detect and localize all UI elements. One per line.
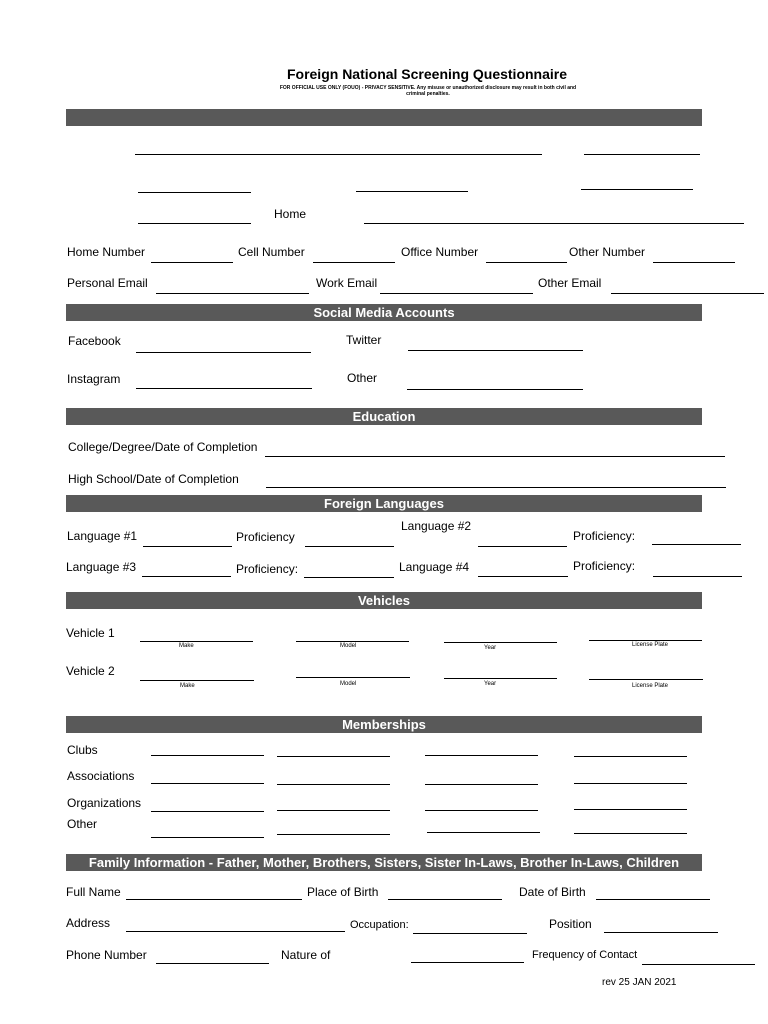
associations-field-2[interactable] <box>277 784 390 785</box>
high-school-label: High School/Date of Completion <box>68 472 239 486</box>
date-of-birth-label: Date of Birth <box>519 885 586 899</box>
home-number-label: Home Number <box>67 245 146 259</box>
facebook-field[interactable] <box>136 352 311 353</box>
revision-label: rev 25 JAN 2021 <box>602 977 677 988</box>
vehicle1-year-field[interactable] <box>444 642 557 643</box>
section-bar-education: Education <box>66 408 702 425</box>
twitter-field[interactable] <box>408 350 583 351</box>
home-number-field[interactable] <box>151 262 233 263</box>
occupation-label: Occupation: <box>350 919 409 931</box>
vehicle2-plate-caption: License Plate <box>632 683 669 689</box>
organizations-label: Organizations <box>67 796 142 810</box>
vehicle2-model-field[interactable] <box>296 677 410 678</box>
date-of-birth-field[interactable] <box>596 899 710 900</box>
instagram-field[interactable] <box>136 388 312 389</box>
high-school-field[interactable] <box>266 487 726 488</box>
vehicle1-model-field[interactable] <box>296 641 409 642</box>
work-email-field[interactable] <box>380 293 533 294</box>
position-label: Position <box>549 917 592 931</box>
field-row2-b[interactable] <box>356 191 468 192</box>
work-email-label: Work Email <box>316 276 378 290</box>
place-of-birth-label: Place of Birth <box>307 885 379 899</box>
clubs-field-1[interactable] <box>151 755 264 756</box>
associations-label: Associations <box>67 769 135 783</box>
vehicle1-year-caption: Year <box>484 645 497 651</box>
full-name-label: Full Name <box>66 885 121 899</box>
vehicle2-make-caption: Make <box>180 683 195 689</box>
proficiency3-field[interactable] <box>304 577 394 578</box>
cell-number-label: Cell Number <box>238 245 305 259</box>
language1-field[interactable] <box>143 546 232 547</box>
occupation-field[interactable] <box>413 933 527 934</box>
nature-of-label: Nature of <box>281 948 331 962</box>
vehicle1-make-field[interactable] <box>140 641 253 642</box>
memberships-other-label: Other <box>67 817 98 831</box>
social-other-field[interactable] <box>407 389 583 390</box>
proficiency4-label: Proficiency: <box>573 559 636 573</box>
memberships-other-field-3[interactable] <box>427 832 540 833</box>
language3-field[interactable] <box>142 576 231 577</box>
vehicle2-plate-field[interactable] <box>589 679 703 680</box>
vehicle2-model-caption: Model <box>340 681 357 687</box>
memberships-other-field-2[interactable] <box>277 834 390 835</box>
memberships-other-field-1[interactable] <box>151 837 264 838</box>
other-email-field[interactable] <box>611 293 764 294</box>
field-row2-c[interactable] <box>581 189 693 190</box>
associations-field-1[interactable] <box>151 783 264 784</box>
section-bar-languages: Foreign Languages <box>66 495 702 512</box>
proficiency3-label: Proficiency: <box>236 562 299 576</box>
nature-of-field[interactable] <box>411 962 524 963</box>
organizations-field-2[interactable] <box>277 810 390 811</box>
personal-email-label: Personal Email <box>67 276 148 290</box>
language4-label: Language #4 <box>399 560 470 574</box>
top-right-field[interactable] <box>584 154 700 155</box>
section-bar-vehicles: Vehicles <box>66 592 702 609</box>
clubs-field-2[interactable] <box>277 756 390 757</box>
phone-number-field[interactable] <box>156 963 269 964</box>
other-number-field[interactable] <box>653 262 735 263</box>
section-bar-personal <box>66 109 702 126</box>
section-bar-social: Social Media Accounts <box>66 304 702 321</box>
college-field[interactable] <box>265 456 725 457</box>
memberships-other-field-4[interactable] <box>574 833 687 834</box>
proficiency1-field[interactable] <box>305 546 394 547</box>
proficiency1-label: Proficiency <box>236 530 295 544</box>
home-address-field[interactable] <box>364 223 744 224</box>
clubs-field-3[interactable] <box>425 755 538 756</box>
language2-label: Language #2 <box>401 519 472 533</box>
facebook-label: Facebook <box>68 334 121 348</box>
office-number-label: Office Number <box>401 245 479 259</box>
vehicle2-make-field[interactable] <box>140 680 254 681</box>
twitter-label: Twitter <box>346 333 382 347</box>
place-of-birth-field[interactable] <box>388 899 502 900</box>
section-bar-memberships: Memberships <box>66 716 702 733</box>
language1-label: Language #1 <box>67 529 138 543</box>
language4-field[interactable] <box>478 576 568 577</box>
organizations-field-3[interactable] <box>425 810 538 811</box>
vehicle1-label: Vehicle 1 <box>66 626 115 640</box>
phone-number-label: Phone Number <box>66 948 147 962</box>
vehicle2-year-caption: Year <box>484 681 497 687</box>
social-other-label: Other <box>347 371 378 385</box>
name-field[interactable] <box>135 154 542 155</box>
form-title: Foreign National Screening Questionnaire <box>286 66 568 82</box>
personal-email-field[interactable] <box>156 293 309 294</box>
proficiency2-field[interactable] <box>652 544 741 545</box>
associations-field-3[interactable] <box>425 784 538 785</box>
office-number-field[interactable] <box>486 262 567 263</box>
address-field[interactable] <box>126 931 345 932</box>
frequency-label: Frequency of Contact <box>532 949 638 961</box>
clubs-field-4[interactable] <box>574 756 687 757</box>
organizations-field-1[interactable] <box>151 811 264 812</box>
college-label: College/Degree/Date of Completion <box>68 440 258 454</box>
clubs-label: Clubs <box>67 743 98 757</box>
cell-number-field[interactable] <box>313 262 395 263</box>
address-label: Address <box>66 916 111 930</box>
proficiency4-field[interactable] <box>653 576 742 577</box>
language2-field[interactable] <box>478 546 567 547</box>
vehicle2-label: Vehicle 2 <box>66 664 115 678</box>
section-bar-family: Family Information - Father, Mother, Brothers, Sisters, Sister In-Laws, Brother In-Laws, Children <box>66 854 702 871</box>
proficiency2-label: Proficiency: <box>573 529 636 543</box>
vehicle2-year-field[interactable] <box>444 678 557 679</box>
instagram-label: Instagram <box>67 372 121 386</box>
frequency-field[interactable] <box>642 964 755 965</box>
language3-label: Language #3 <box>66 560 137 574</box>
vehicle1-plate-caption: License Plate <box>632 642 669 648</box>
field-row2-a[interactable] <box>138 192 251 193</box>
fouo-notice: FOR OFFICIAL USE ONLY (FOUO) - PRIVACY SENSITIVE. Any misuse or unauthorized disclosure may result in both civil and criminal penalties. <box>279 85 577 97</box>
position-field[interactable] <box>604 932 718 933</box>
associations-field-4[interactable] <box>574 783 687 784</box>
other-email-label: Other Email <box>538 276 602 290</box>
organizations-field-4[interactable] <box>574 809 687 810</box>
vehicle1-model-caption: Model <box>340 643 357 649</box>
vehicle1-make-caption: Make <box>179 643 194 649</box>
field-row3-a[interactable] <box>138 223 251 224</box>
vehicle1-plate-field[interactable] <box>589 640 702 641</box>
other-number-label: Other Number <box>569 245 646 259</box>
home-label: Home <box>274 207 307 221</box>
full-name-field[interactable] <box>126 899 302 900</box>
